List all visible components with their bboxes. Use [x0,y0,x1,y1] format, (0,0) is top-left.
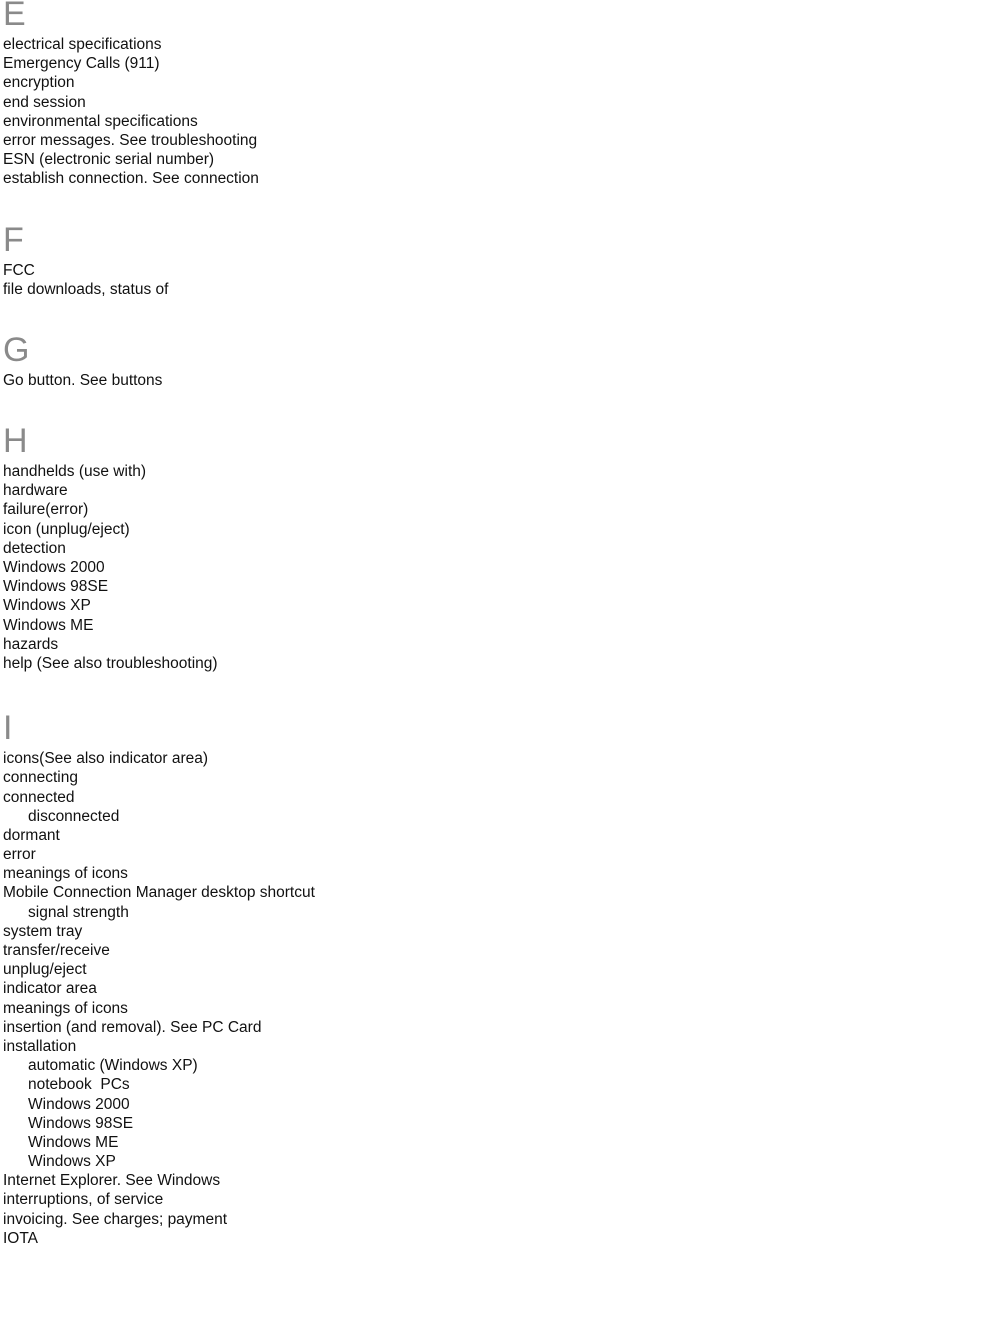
index-entry[interactable]: help (See also troubleshooting) [3,654,218,672]
index-entry[interactable]: Go button. See buttons [3,371,163,389]
section-spacer [3,299,973,330]
index-section-f [3,220,973,299]
index-subentry[interactable]: notebook PCs [28,1076,130,1094]
index-entry[interactable]: unplug/eject [3,961,87,979]
index-entry[interactable]: Windows ME [3,616,94,634]
index-entry[interactable]: IOTA [3,1229,39,1247]
index-entry[interactable]: connecting [3,769,78,787]
index-section-e [3,0,973,189]
index-entry[interactable]: installation [3,1037,77,1055]
index-entry[interactable]: icons(See also indicator area) [3,750,209,768]
section-spacer [3,189,973,220]
section-letter: I [3,709,13,748]
index-entry[interactable]: Mobile Connection Manager desktop shortcut [3,884,315,902]
index-subentry[interactable]: Windows 2000 [28,1095,130,1113]
index-entry[interactable]: electrical specifications [3,36,162,53]
index-entry[interactable]: encryption [3,74,75,92]
index-entry[interactable]: icon (unplug/eject) [3,520,130,538]
section-letter: F [3,220,24,259]
index-section-h [3,421,973,673]
section-letter: E [3,0,26,33]
index-entry[interactable]: interruptions, of service [3,1191,164,1209]
index-entry[interactable]: file downloads, status of [3,280,169,298]
index-entry[interactable]: system tray [3,922,83,940]
index-entry[interactable]: dormant [3,826,60,844]
entry-list [3,749,973,1248]
index-entry[interactable]: Emergency Calls (911) [3,55,160,73]
index-entry[interactable]: invoicing. See charges; payment [3,1210,228,1228]
index-entry[interactable]: Windows 2000 [3,559,105,576]
index-entry[interactable]: meanings of icons [3,999,128,1017]
index-entry[interactable]: environmental specifications [3,112,198,130]
index-entry[interactable]: FCC [3,261,35,279]
index-subentry[interactable]: signal strength [28,903,129,921]
index-entry[interactable]: detection [3,539,66,557]
entry-list [3,261,973,299]
index-section-g [3,330,973,390]
section-spacer [3,390,973,421]
index-entry[interactable]: hardware [3,482,68,500]
index-entry[interactable]: Windows XP [3,597,91,615]
index-section-i [3,708,973,1248]
section-letter: G [3,330,30,369]
index-subentry[interactable]: Windows XP [28,1153,116,1171]
index-entry[interactable]: transfer/receive [3,942,110,959]
entry-list [3,371,973,390]
index-entry[interactable]: connected [3,788,75,806]
index-entry[interactable]: hazards [3,635,59,653]
index-page [3,0,973,1248]
section-spacer [3,673,973,708]
index-entry[interactable]: Internet Explorer. See Windows [3,1172,221,1190]
index-entry[interactable]: insertion (and removal). See PC Card [3,1018,262,1036]
index-entry[interactable]: error [3,846,36,864]
index-entry[interactable]: handhelds (use with) [3,463,147,481]
index-entry[interactable]: establish connection. See connection [3,170,259,188]
index-entry[interactable]: end session [3,93,86,111]
section-letter: H [3,422,28,461]
index-entry[interactable]: error messages. See troubleshooting [3,131,258,149]
index-subentry[interactable]: Windows 98SE [28,1114,134,1132]
index-entry[interactable]: indicator area [3,980,97,998]
entry-list [3,462,973,673]
index-entry[interactable]: failure(error) [3,501,89,519]
index-entry[interactable]: meanings of icons [3,865,128,883]
index-entry[interactable]: ESN (electronic serial number) [3,151,215,169]
index-subentry[interactable]: disconnected [28,807,120,825]
index-subentry[interactable]: automatic (Windows XP) [28,1057,198,1075]
index-subentry[interactable]: Windows ME [28,1133,119,1151]
entry-list [3,35,973,189]
index-entry[interactable]: Windows 98SE [3,578,109,596]
